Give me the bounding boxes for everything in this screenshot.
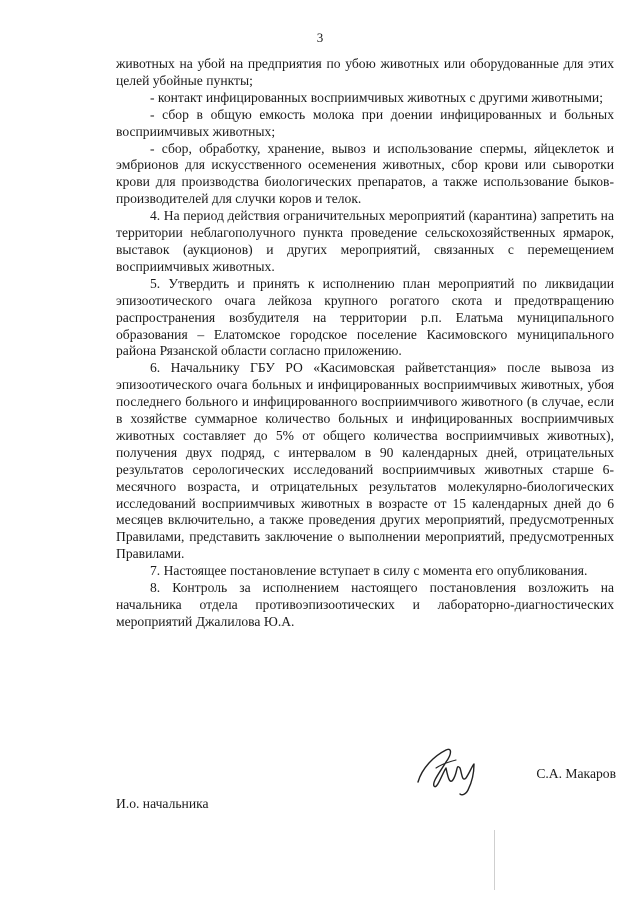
paragraph-6: 6. Начальнику ГБУ РО «Касимовская райветстанция» после вывоза из эпизоотического очага больных и инфицированных восприимчивых животных, убоя последнего больного и инфицированного восприимчивого животного (в случае, если в хозяйстве суммарное количество больных и инфицированных восприимчивых животных составляет до 5% от общего количества восприимчивых животных), получения двух подряд, с интервалом в 90 календарных дней, отрицательных результатов серологических исследований восприимчивых животных старше 6-месячного возраста, и отрицательных результатов молекулярно-биологических исследований восприимчивых животных в возрасте от 15 календарных дней до 6 месяцев включительно, а также проведения других мероприятий, предусмотренных Правилами, представить заключение о выполнении мероприятий, предусмотренных Правилами. <box>116 360 614 562</box>
paragraph-7: 7. Настоящее постановление вступает в силу с момента его опубликования. <box>150 563 588 579</box>
paragraph-4: 4. На период действия ограничительных мероприятий (карантина) запретить на территории неблагополучного пункта проведение сельскохозяйственных ярмарок, выставок (аукционов) и других мероприятий, связанных с перемещением восприимчивых животных. <box>116 208 614 274</box>
signature-icon <box>412 738 492 798</box>
scan-artifact <box>494 830 495 890</box>
paragraph-5: 5. Утвердить и принять к исполнению план мероприятий по ликвидации эпизоотического очага лейкоза крупного рогатого скота и предотвращению распространения возбудителя на территории р.п. Елатьма муниципального образования – Елатомское городское поселение Касимовского муниципального района Рязанской области согласно приложению. <box>116 275 614 359</box>
signer-name: С.А. Макаров <box>536 766 616 781</box>
paragraph-continuation: животных на убой на предприятия по убою животных или оборудованные для этих целей убойные пункты; <box>116 56 614 88</box>
list-item-milk: - сбор в общую емкость молока при доении инфицированных и больных восприимчивых животных; <box>116 106 614 139</box>
list-item-contact: - контакт инфицированных восприимчивых животных с другими животными; <box>150 89 603 105</box>
page-number: 3 <box>316 30 324 45</box>
signer-role: И.о. начальника <box>116 796 209 811</box>
document-body <box>116 56 614 631</box>
paragraph-8: 8. Контроль за исполнением настоящего постановления возложить на начальника отдела противоэпизоотических и лабораторно-диагностических мероприятий Джалилова Ю.А. <box>116 580 614 629</box>
list-item-sperm: - сбор, обработку, хранение, вывоз и использование спермы, яйцеклеток и эмбрионов для искусственного осеменения животных, сбор крови или сыворотки крови для производства биологических препаратов, а также использование быков-производителей для случки коров и телок. <box>116 140 614 207</box>
